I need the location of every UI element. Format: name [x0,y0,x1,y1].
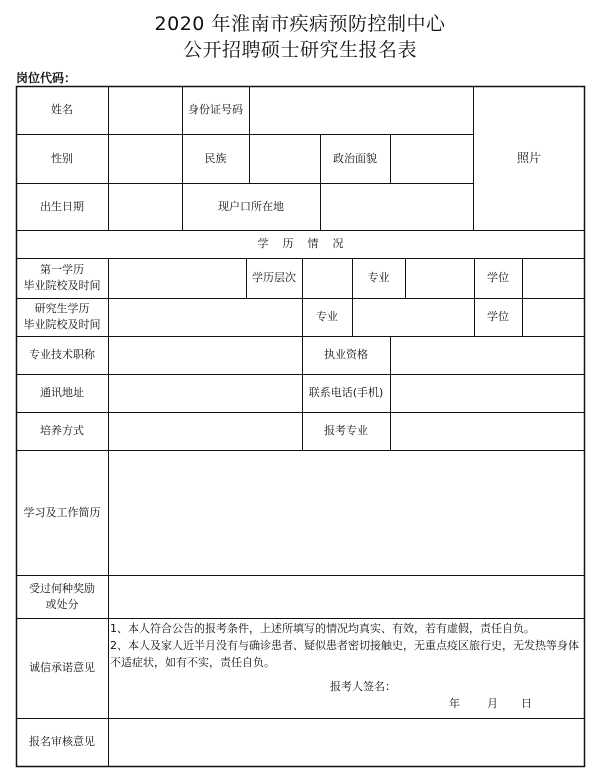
political-status-label: 政治面貌 [333,151,377,165]
gender-label: 性别 [51,151,73,165]
resume-field[interactable] [108,450,585,575]
signature-label: 报考人签名： [330,680,396,693]
applied-major-field[interactable] [390,412,585,450]
name-label: 姓名 [51,103,73,116]
first-degree-school-label: 第一学历 毕业院校及时间 [23,263,101,292]
professional-title-field[interactable] [108,336,302,374]
applied-major-label: 报考专业 [324,424,368,437]
awards-label: 受过何种奖励 或处分 [29,581,95,611]
degree-1-field[interactable] [522,258,585,298]
pledge-item-2: 2、本人及家人近半月没有与确诊患者、疑似患者密切接触史，无重点疫区旅行史，无发热等身体不适症状，如有不实，责任自负。 [110,639,579,669]
ethnicity-field[interactable] [249,134,320,183]
household-label: 现户口所在地 [218,199,284,213]
phone-field[interactable] [390,374,585,412]
date-year-label: 年 [449,697,460,710]
date-day-label: 日 [521,697,532,710]
training-mode-label: 培养方式 [40,424,84,437]
address-field[interactable] [108,374,302,412]
form-title-line2: 公开招聘硕士研究生报名表 [182,39,417,61]
political-status-field[interactable] [390,134,473,183]
qualification-label: 执业资格 [324,348,368,361]
major-1-field[interactable] [405,258,474,298]
education-level-label: 学历层次 [252,271,296,284]
birth-date-field[interactable] [108,183,182,230]
degree-2-field[interactable] [522,298,585,336]
grad-school-field[interactable] [108,298,302,336]
education-level-field[interactable] [302,258,352,298]
education-section-heading: 学 历 情 况 [257,237,344,250]
first-degree-school-field[interactable] [108,258,246,298]
major-1-label: 专业 [367,271,390,284]
birth-date-label: 出生日期 [40,199,84,213]
degree-1-label: 学位 [487,271,509,284]
review-field[interactable] [108,718,585,766]
household-field[interactable] [320,183,473,230]
signature-field[interactable] [400,674,570,692]
form-title-line1: 2020 年淮南市疾病预防控制中心 [154,13,446,35]
phone-label: 联系电话(手机) [308,386,384,399]
review-label: 报名审核意见 [29,735,95,748]
address-label: 通讯地址 [40,386,84,399]
degree-2-label: 学位 [487,310,509,323]
name-field[interactable] [108,86,182,134]
awards-field[interactable] [108,575,585,618]
id-number-field[interactable] [249,86,473,134]
integrity-label: 诚信承诺意见 [29,661,95,674]
id-number-label: 身份证号码 [188,103,243,116]
date-month-label: 月 [487,697,498,710]
qualification-field[interactable] [390,336,585,374]
integrity-pledge-text [110,620,582,671]
major-2-field[interactable] [352,298,474,336]
resume-label: 学习及工作简历 [23,505,101,519]
gender-field[interactable] [108,134,182,183]
photo-box[interactable]: 照片 [516,151,541,165]
post-code-label: 岗位代码： [16,71,77,85]
training-mode-field[interactable] [108,412,302,450]
pledge-item-1: 1、本人符合公告的报考条件，上述所填写的情况均真实、有效，若有虚假，责任自负。 [110,622,535,635]
professional-title-label: 专业技术职称 [29,348,95,361]
grad-school-label: 研究生学历 毕业院校及时间 [23,302,101,331]
ethnicity-label: 民族 [204,151,227,165]
major-2-label: 专业 [316,310,338,323]
